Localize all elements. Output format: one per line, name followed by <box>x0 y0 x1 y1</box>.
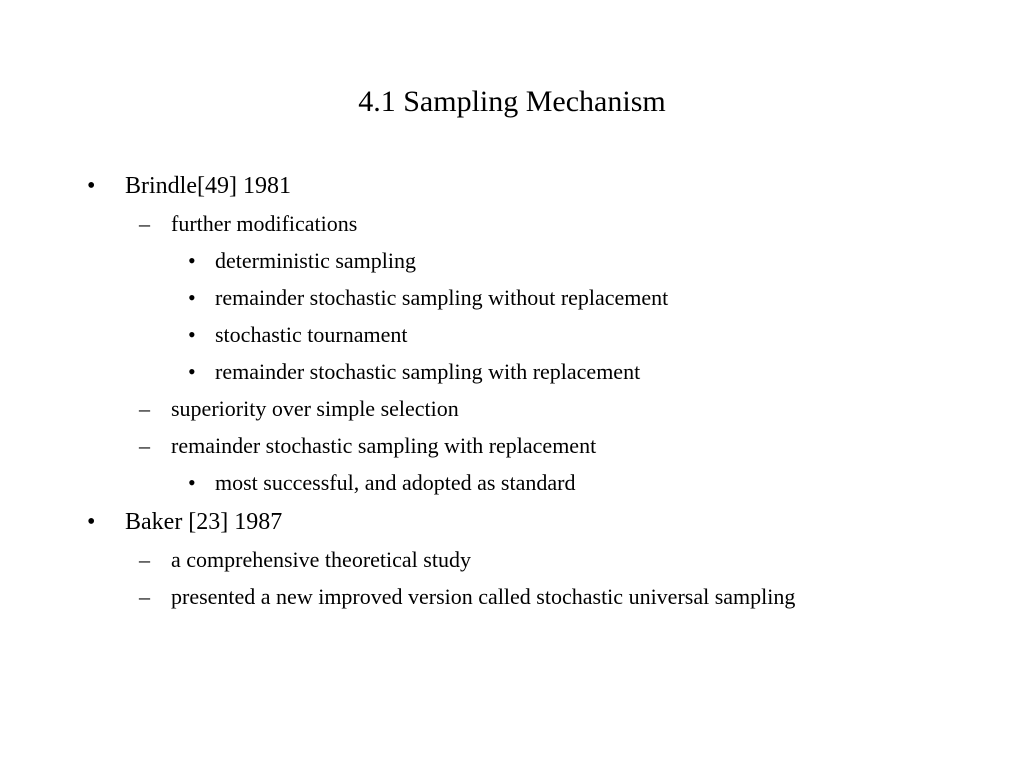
sub-item-text: further modifications <box>171 211 358 236</box>
bullet-marker: • <box>188 470 196 495</box>
sub-sub-item-text: stochastic tournament <box>215 322 408 347</box>
sub-sub-item-text: most successful, and adopted as standard <box>215 470 576 495</box>
sub-item-text: presented a new improved version called stochastic universal sampling <box>171 584 796 609</box>
bullet-marker: • <box>87 173 96 199</box>
sub-sub-item-text: remainder stochastic sampling without replacement <box>215 285 669 310</box>
dash-marker: – <box>139 547 150 572</box>
slide-title: 4.1 Sampling Mechanism <box>358 85 666 118</box>
bullet-marker: • <box>87 509 96 535</box>
sub-item-text: superiority over simple selection <box>171 396 459 421</box>
bullet-marker: • <box>188 322 196 347</box>
sub-item-text: remainder stochastic sampling with replacement <box>171 433 597 458</box>
sub-sub-item-text: deterministic sampling <box>215 248 417 273</box>
dash-marker: – <box>139 433 150 458</box>
bullet-marker: • <box>188 285 196 310</box>
bullet-text: Brindle[49] 1981 <box>125 173 291 199</box>
dash-marker: – <box>139 584 150 609</box>
bullet-text: Baker [23] 1987 <box>125 509 283 535</box>
dash-marker: – <box>139 396 150 421</box>
sub-sub-item-text: remainder stochastic sampling with replacement <box>215 359 641 384</box>
bullet-marker: • <box>188 359 196 384</box>
dash-marker: – <box>139 211 150 236</box>
sub-item-text: a comprehensive theoretical study <box>171 547 471 572</box>
bullet-marker: • <box>188 248 196 273</box>
